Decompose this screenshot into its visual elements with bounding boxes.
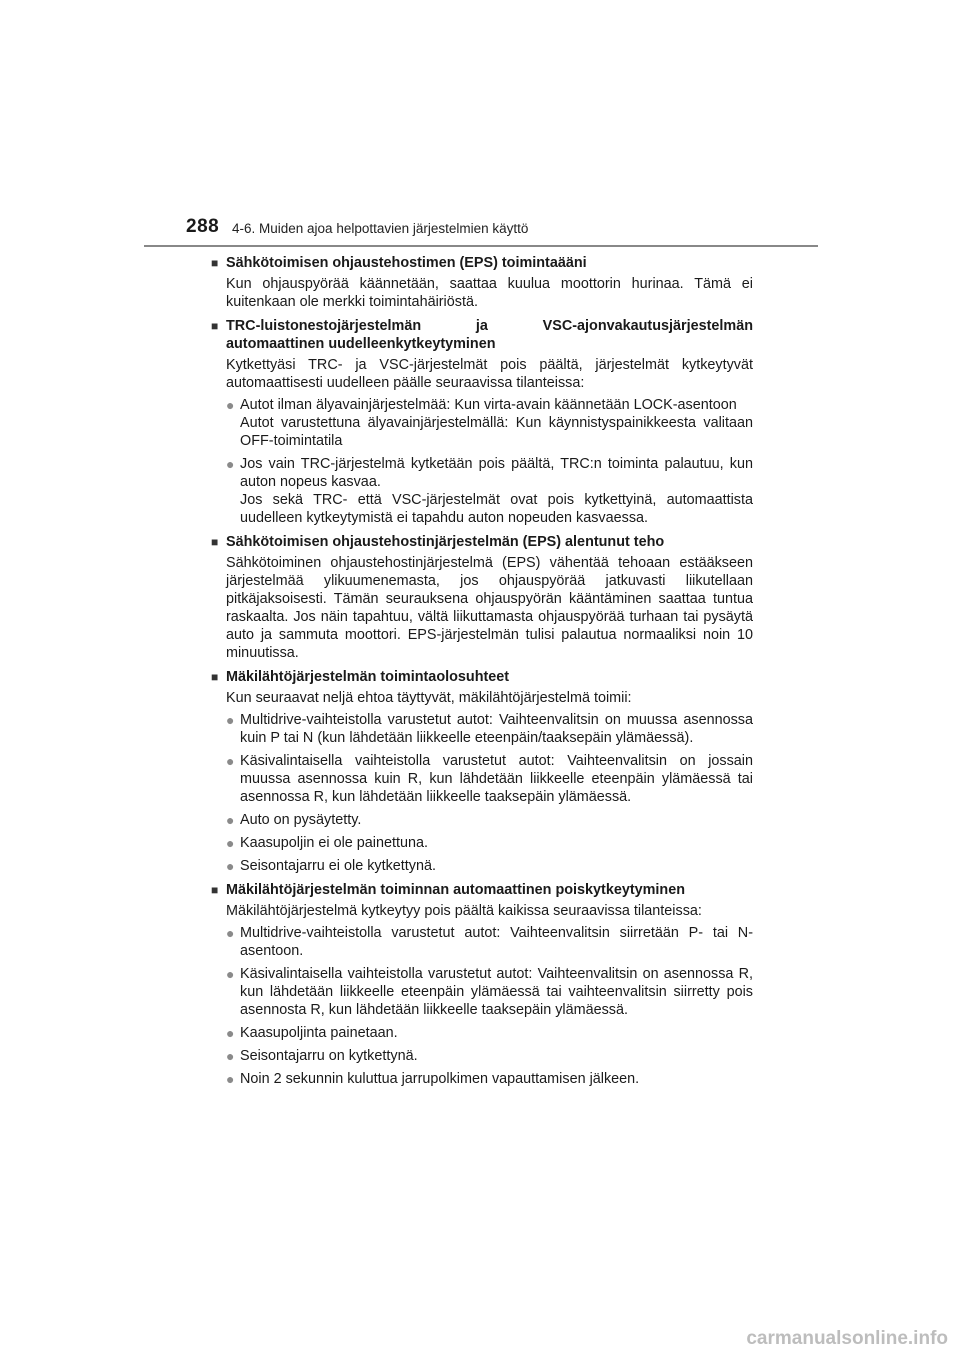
section-eps-reduced — [211, 533, 753, 662]
header-rule — [144, 245, 818, 247]
page-header — [186, 216, 818, 246]
list-item: ● Seisontajarru ei ole kytkettynä. — [226, 858, 436, 874]
circle-bullet-icon: ● — [226, 966, 235, 982]
circle-bullet-icon: ● — [226, 1048, 235, 1064]
list-item: ● Käsivalintaisella vaihteistolla varustetut autot: Vaihteenvalitsin on asennossa R, kun lähdetään liikkeelle eteenpäin ylämäessä tai vaihteenvalitsin siirretty pois asennosta R, kun lähdetään liikkeelle taaksepäin ylämäessä. — [226, 966, 753, 1018]
section-eps-sound — [211, 254, 753, 311]
section-heading: ■ Mäkilähtöjärjestelmän toiminnan automaattinen poiskytkeytyminen — [211, 882, 686, 898]
square-bullet-icon: ■ — [211, 256, 219, 270]
page-number: 288 — [186, 216, 220, 237]
section-heading: ■ Mäkilähtöjärjestelmän toimintaolosuhteet — [211, 669, 510, 685]
list-item: ● Multidrive-vaihteistolla varustetut autot: Vaihteenvalitsin on muussa asennossa kuin P tai N (kun lähdetään liikkeelle eteenpäin/taaksepäin ylämäessä). — [226, 712, 753, 746]
section-paragraph: Kun ohjauspyörää käännetään, saattaa kuulua moottorin hurinaa. Tämä ei kuitenkaan ole merkki toimintahäiriöstä. — [226, 276, 753, 310]
section-trc-vsc — [211, 317, 753, 527]
square-bullet-icon: ■ — [211, 883, 219, 897]
square-bullet-icon: ■ — [211, 670, 219, 684]
circle-bullet-icon: ● — [226, 1025, 235, 1041]
circle-bullet-icon: ● — [226, 712, 235, 728]
section-paragraph: Sähkötoiminen ohjaustehostinjärjestelmä (EPS) vähentää tehoaan estääkseen järjestelmää ylikuumenemasta, jos ohjauspyörää jatkuvasti liikutellaan pitkäjaksoisesti. Tämän seurauksena ohjauspyörän kääntäminen saattaa tuntua raskaalta. Jos näin tapahtuu, vältä liikuttamasta ohjauspyörää turhaan tai pysäytä auto ja sammuta moottori. EPS-järjestelmän tulisi palautua normaaliksi noin 10 minuutissa. — [226, 555, 753, 661]
section-paragraph: Kun seuraavat neljä ehtoa täyttyvät, mäkilähtöjärjestelmä toimii: — [226, 690, 632, 706]
section-title: 4-6. Muiden ajoa helpottavien järjestelmien käyttö — [232, 221, 529, 236]
circle-bullet-icon: ● — [226, 925, 235, 941]
page-content — [211, 254, 753, 1094]
circle-bullet-icon: ● — [226, 397, 235, 413]
circle-bullet-icon: ● — [226, 1071, 235, 1087]
section-heading: ■ TRC-luistonestojärjestelmän ja VSC-ajonvakautusjärjestelmän automaattinen uudelleenkytkeytyminen — [211, 318, 753, 352]
list-item: ● Kaasupoljinta painetaan. — [226, 1025, 398, 1041]
list-item: ● Noin 2 sekunnin kuluttua jarrupolkimen vapauttamisen jälkeen. — [226, 1071, 640, 1087]
watermark: carmanualsonline.info — [746, 1328, 948, 1349]
square-bullet-icon: ■ — [211, 535, 219, 549]
section-heading: ■ Sähkötoimisen ohjaustehostinjärjestelmän (EPS) alentunut teho — [211, 534, 665, 550]
circle-bullet-icon: ● — [226, 456, 235, 472]
list-item: ● Auto on pysäytetty. — [226, 812, 362, 828]
list-item: ● Seisontajarru on kytkettynä. — [226, 1048, 418, 1064]
section-paragraph: Mäkilähtöjärjestelmä kytkeytyy pois päältä kaikissa seuraavissa tilanteissa: — [226, 903, 702, 919]
list-item: ● Käsivalintaisella vaihteistolla varustetut autot: Vaihteenvalitsin on jossain muussa asennossa kuin R, kun lähdetään liikkeelle eteenpäin ylämäessä tai asennossa R, kun lähdetään liikkeelle taaksepäin ylämäessä. — [226, 753, 753, 805]
list-item: ● Autot ilman älyavainjärjestelmää: Kun virta-avain käännetään LOCK-asentoon Autot varustettuna älyavainjärjestelmällä: Kun käynnistyspainikkeesta valitaan OFF-toimintatila — [226, 397, 753, 449]
section-heading: ■ Sähkötoimisen ohjaustehostimen (EPS) toimintaääni — [211, 255, 587, 271]
circle-bullet-icon: ● — [226, 753, 235, 769]
section-hill-start-disengage — [211, 881, 753, 1088]
list-item: ● Kaasupoljin ei ole painettuna. — [226, 835, 429, 851]
circle-bullet-icon: ● — [226, 835, 235, 851]
list-item: ● Jos vain TRC-järjestelmä kytketään pois päältä, TRC:n toiminta palautuu, kun auton nopeus kasvaa. Jos sekä TRC- että VSC-järjestelmät ovat pois kytkettyinä, automaattista uudelleen kytkeytymistä ei tapahdu auton nopeuden kasvaessa. — [226, 456, 753, 526]
square-bullet-icon: ■ — [211, 319, 219, 333]
list-item: ● Multidrive-vaihteistolla varustetut autot: Vaihteenvalitsin siirretään P- tai N-asentoon. — [226, 925, 753, 959]
circle-bullet-icon: ● — [226, 812, 235, 828]
section-paragraph: Kytkettyäsi TRC- ja VSC-järjestelmät pois päältä, järjestelmät kytkeytyvät automaattisesti uudelleen päälle seuraavissa tilanteissa: — [226, 357, 753, 391]
circle-bullet-icon: ● — [226, 858, 235, 874]
section-hill-start-conditions — [211, 668, 753, 875]
